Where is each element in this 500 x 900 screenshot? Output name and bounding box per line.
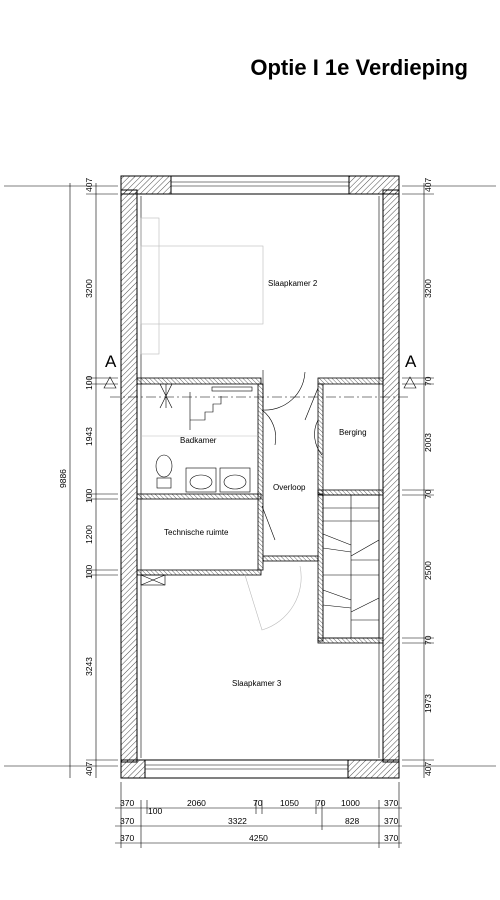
dim-left-3: 100 [84, 375, 94, 390]
dim-right-5: 70 [423, 489, 433, 499]
dim-bottom-r3-0: 370 [120, 833, 135, 843]
dim-bottom-r1-5: 70 [316, 798, 326, 808]
dim-bottom-r2-2: 828 [345, 816, 360, 826]
staircase [323, 495, 379, 638]
dim-right-3: 70 [423, 376, 433, 386]
dim-left-7: 100 [84, 564, 94, 579]
dim-right-9: 407 [423, 761, 433, 776]
room-label-badkamer: Badkamer [180, 436, 217, 445]
dim-left-8: 3243 [84, 657, 94, 676]
dim-left-9: 407 [84, 761, 94, 776]
dim-bottom-r1-2: 2060 [187, 798, 206, 808]
room-label-overloop: Overloop [273, 483, 306, 492]
drawing-title: Optie I 1e Verdieping [250, 55, 468, 80]
dim-right-1: 407 [423, 177, 433, 192]
dim-left-4: 1943 [84, 427, 94, 446]
dim-bottom-r2-3: 370 [384, 816, 399, 826]
room-label-technische-ruimte: Technische ruimte [164, 528, 229, 537]
section-marker-right: A [405, 352, 417, 371]
interior-walls [137, 378, 383, 643]
doors [245, 370, 322, 630]
room-label-slaapkamer-3: Slaapkamer 3 [232, 679, 282, 688]
dim-bottom-r1-3: 70 [253, 798, 263, 808]
room-label-slaapkamer-2: Slaapkamer 2 [268, 279, 318, 288]
dim-right-7: 70 [423, 635, 433, 645]
dim-left-1: 407 [84, 177, 94, 192]
bed [141, 218, 263, 354]
dim-bottom-r2-0: 370 [120, 816, 135, 826]
dim-bottom-r1-1: 100 [148, 806, 163, 816]
section-marker-left: A [105, 352, 117, 371]
dim-bottom-r1-4: 1050 [280, 798, 299, 808]
dim-bottom-r1-0: 370 [120, 798, 135, 808]
dim-left-total: 9886 [58, 469, 68, 488]
dim-right-4: 2003 [423, 433, 433, 452]
dim-left-2: 3200 [84, 279, 94, 298]
dim-right-2: 3200 [423, 279, 433, 298]
dim-bottom-r1-7: 370 [384, 798, 399, 808]
right-dimension-lines [402, 183, 496, 778]
dim-right-6: 2500 [423, 561, 433, 580]
dim-bottom-r3-1: 4250 [249, 833, 268, 843]
dim-bottom-r2-1: 3322 [228, 816, 247, 826]
dim-bottom-r1-6: 1000 [341, 798, 360, 808]
dim-bottom-r3-2: 370 [384, 833, 399, 843]
room-label-berging: Berging [339, 428, 367, 437]
dim-left-5: 100 [84, 488, 94, 503]
dim-right-8: 1973 [423, 694, 433, 713]
dim-left-6: 1200 [84, 525, 94, 544]
